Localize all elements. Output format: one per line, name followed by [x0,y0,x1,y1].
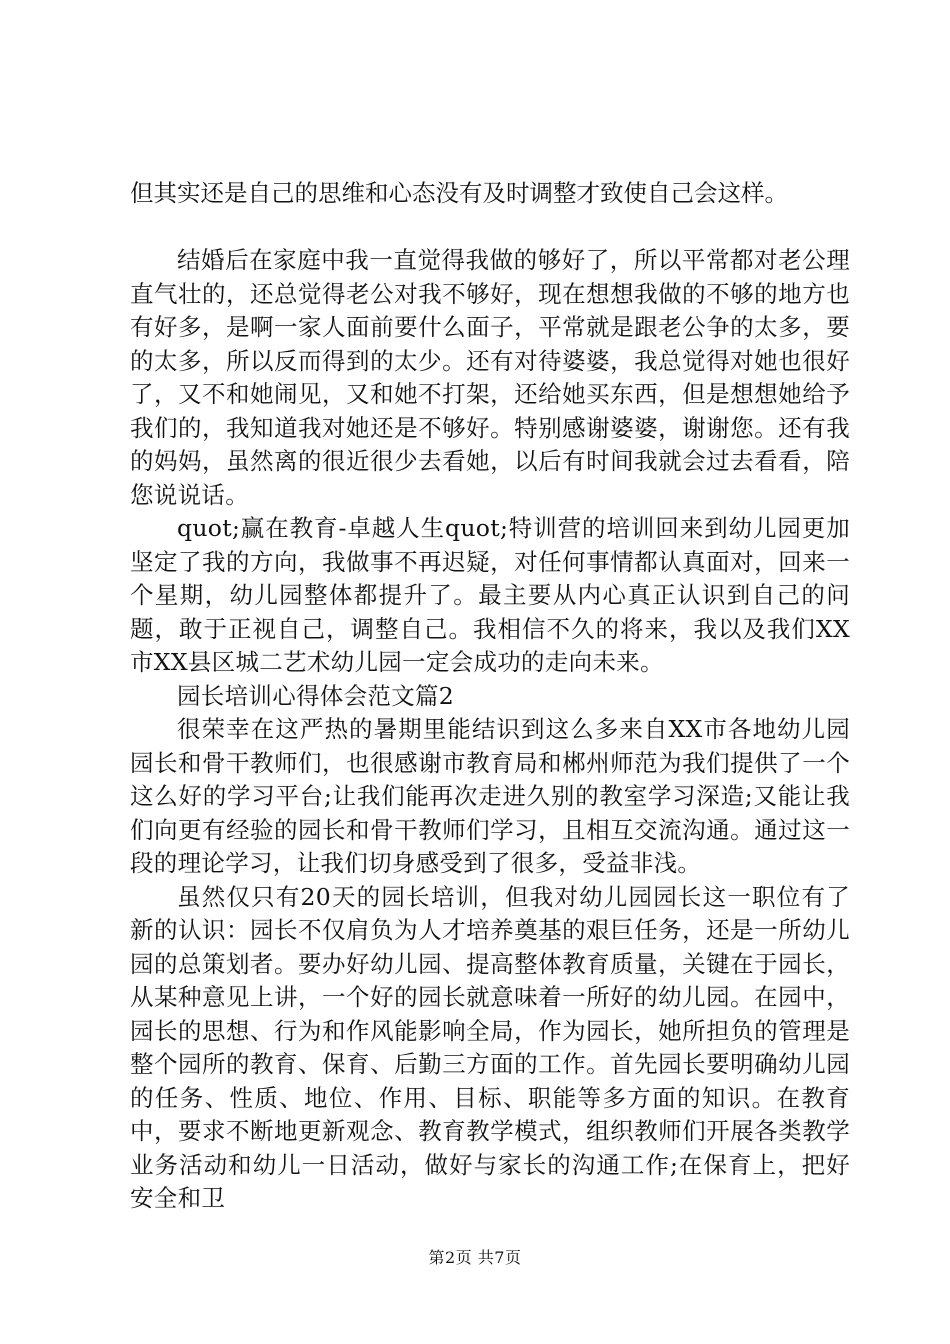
paragraph-honor: 很荣幸在这严热的暑期里能结识到这么多来自XX市各地幼儿园园长和骨干教师们，也很感谢市教育局和郴州师范为我们提供了一个这么好的学习平台;让我们能再次走进久别的教室学习深造;又能让我们向更有经验的园长和骨干教师们学习，且相互交流沟通。通过这一段的理论学习，让我们切身感受到了很多，受益非浅。 [130,715,850,877]
body-text [130,244,850,1216]
paragraph-training-camp: quot;赢在教育-卓越人生quot;特训营的培训回来到幼儿园更加坚定了我的方向，我做事不再迟疑，对任何事情都认真面对，回来一个星期，幼儿园整体都提升了。最主要从内心真正认识到自己的问题，敢于正视自己，调整自己。我相信不久的将来，我以及我们XX市XX县区城二艺术幼儿园一定会成功的走向未来。 [130,514,850,676]
continuation-line: 但其实还是自己的思维和心态没有及时调整才致使自己会这样。 [130,179,788,207]
section-heading: 园长培训心得体会范文篇2 [177,681,455,710]
paragraph-principal-role: 虽然仅只有20天的园长培训，但我对幼儿园园长这一职位有了新的认识：园长不仅肩负为人才培养奠基的艰巨任务，还是一所幼儿园的总策划者。要办好幼儿园、提高整体教育质量，关键在于园长，从某种意见上讲，一个好的园长就意味着一所好的幼儿园。在园中，园长的思想、行为和作风能影响全局，作为园长，她所担负的管理是整个园所的教育、保育、后勤三方面的工作。首先园长要明确幼儿园的任务、性质、地位、作用、目标、职能等多方面的知识。在教育中，要求不断地更新观念、教育教学模式，组织教师们开展各类教学业务活动和幼儿一日活动，做好与家长的沟通工作;在保育上，把好安全和卫 [130,882,850,1212]
paragraph-family: 结婚后在家庭中我一直觉得我做的够好了，所以平常都对老公理直气壮的，还总觉得老公对我不够好，现在想想我做的不够的地方也有好多，是啊一家人面前要什么面子，平常就是跟老公争的太多，要的太多，所以反而得到的太少。还有对待婆婆，我总觉得对她也很好了，又不和她闹见，又和她不打架，还给她买东西，但是想想她给予我们的，我知道我对她还是不够好。特别感谢婆婆，谢谢您。还有我的妈妈，虽然离的很近很少去看她，以后有时间我就会过去看看，陪您说说话。 [130,246,850,509]
page-number-footer: 第2页 共7页 [428,1248,522,1267]
